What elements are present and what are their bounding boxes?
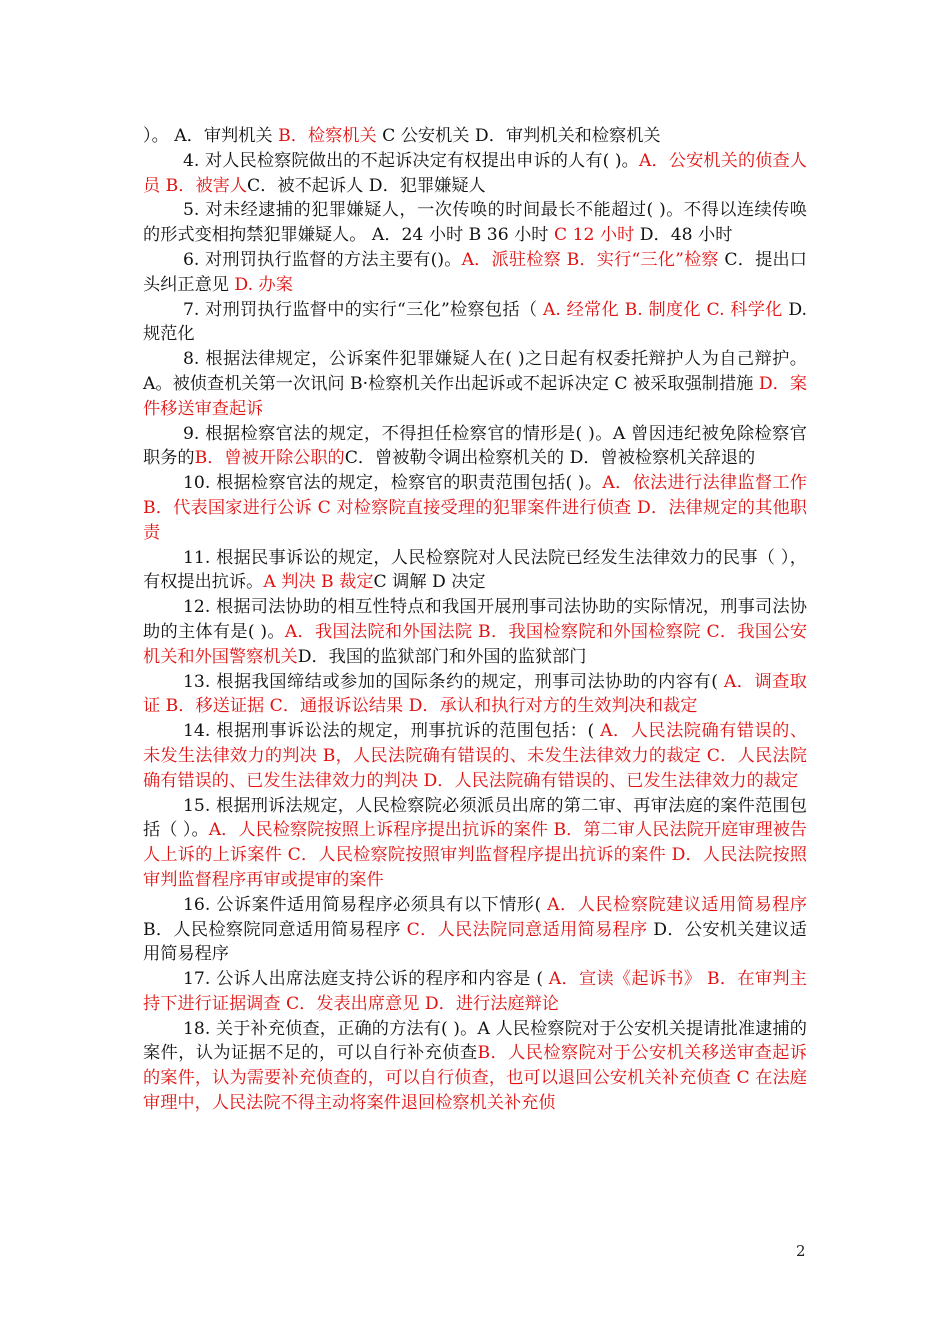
question-text: 12. 根据司法协助的相互性特点和我国开展刑事司法协助的实际情况，刑事司法协助的主体有是( )。 — [143, 597, 807, 642]
answer-text: A．派驻检察 B．实行“三化”检察 — [461, 249, 719, 270]
question-text: D. 规范化 — [143, 299, 807, 345]
question-paragraph — [143, 967, 807, 1017]
question-text: 18. 关于补充侦查，正确的方法有( )。A 人民检察院对于公安机关提请批准逮捕的案件，认为证据不足的，可以自行补充侦查 — [143, 1018, 807, 1064]
question-text: 16. 公诉案件适用简易程序必须具有以下情形( — [183, 894, 548, 915]
question-text: D．我国的监狱部门和外国的监狱部门 — [297, 646, 587, 667]
question-paragraph — [143, 670, 807, 720]
answer-text: A．宣读《起诉书》 B．在审判主持下进行证据调查 C．发表出席意见 D．进行法庭辩论 — [143, 969, 807, 1014]
answer-text: A. 经常化 B. 制度化 C. 科学化 — [543, 299, 783, 320]
question-text: 4. 对人民检察院做出的不起诉决定有权提出申诉的人有( )。 — [183, 150, 639, 171]
question-list — [143, 124, 807, 1116]
answer-text: A．公安机关的侦查人员 B．被害人 — [143, 150, 807, 196]
question-text: 11. 根据民事诉讼的规定，人民检察院对人民法院已经发生法律效力的民事（ ），有权提出抗诉。 — [143, 547, 807, 593]
question-text: 14. 根据刑事诉讼法的规定，刑事抗诉的范围包括：( — [183, 721, 601, 742]
question-paragraph — [143, 298, 807, 348]
page-number: 2 — [796, 1242, 806, 1260]
answer-text: A 判决 B 裁定 — [263, 572, 374, 593]
answer-text: B．检察机关 — [278, 126, 377, 146]
question-paragraph — [143, 595, 807, 669]
question-paragraph — [143, 719, 807, 793]
question-text: 7. 对刑罚执行监督中的实行“三化”检察包括（ — [183, 299, 543, 320]
question-paragraph — [143, 198, 807, 248]
answer-text: A．调查取证 B．移送证据 C．通报诉讼结果 D．承认和执行对方的生效判决和裁定 — [143, 671, 807, 717]
question-text: C 公安机关 D．审判机关和检察机关 — [376, 126, 661, 146]
answer-text: B．曾被开除公职的 — [194, 448, 345, 469]
question-text: C 调解 D 决定 — [373, 572, 486, 593]
question-text: D．48 小时 — [634, 225, 733, 246]
answer-text: A．人民检察院按照上诉程序提出抗诉的案件 B．第二审人民法院开庭审理被告人上诉的上诉案件 C．人民检察院按照审判监督程序提出抗诉的案件 D．人民法院按照审判监督程序再审或提审的案件 — [143, 820, 807, 890]
question-text: C．被不起诉人 D．犯罪嫌疑人 — [247, 175, 486, 196]
question-text: 9. 根据检察官法的规定，不得担任检察官的情形是( )。A 曾因违纪被免除检察官职务的 — [143, 423, 807, 469]
answer-text: A．我国法院和外国法院 B．我国检察院和外国检察院 C．我国公安机关和外国警察机关 — [143, 621, 808, 667]
question-paragraph — [143, 149, 807, 199]
question-text: 15. 根据刑诉法规定，人民检察院必须派员出席的第二审、再审法庭的案件范围包括（ ）。 — [143, 795, 807, 841]
answer-text: A．依法进行法律监督工作 B．代表国家进行公诉 C 对检察院直接受理的犯罪案件进行侦查 D．法律规定的其他职责 — [143, 473, 807, 543]
question-paragraph — [143, 794, 807, 893]
question-text: 10. 根据检察官法的规定，检察官的职责范围包括( )。 — [183, 473, 603, 494]
question-text: ）。 A．审判机关 — [143, 126, 279, 146]
question-paragraph — [143, 124, 807, 149]
question-paragraph — [143, 893, 807, 967]
question-text: C．提出口头纠正意见 — [143, 249, 807, 295]
answer-text: A．人民法院确有错误的、未发生法律效力的判决 B，人民法院确有错误的、未发生法律效力的裁定 C．人民法院确有错误的、已发生法律效力的判决 D．人民法院确有错误的、已发生法律效力的裁定 — [143, 721, 808, 791]
answer-text: D．案件移送审查起诉 — [143, 373, 808, 419]
answer-text: C 12 小时 — [553, 225, 635, 246]
question-paragraph — [143, 347, 807, 421]
question-text: C．曾被勒令调出检察机关的 D．曾被检察机关辞退的 — [344, 448, 756, 469]
question-text: B．人民检察院同意适用简易程序 — [143, 919, 401, 940]
question-paragraph — [143, 248, 807, 298]
question-paragraph — [143, 422, 807, 472]
answer-text: A．人民检察院建议适用简易程序 — [547, 894, 808, 915]
question-text: 5. 对未经逮捕的犯罪嫌疑人，一次传唤的时间最长不能超过( )。不得以连续传唤的形式变相拘禁犯罪嫌疑人。 A．24 小时 B 36 小时 — [143, 200, 807, 246]
question-paragraph — [143, 546, 807, 596]
question-text: 6. 对刑罚执行监督的方法主要有()。 — [183, 249, 462, 270]
answer-text: D. 办案 — [234, 274, 293, 295]
question-text: 8. 根据法律规定，公诉案件犯罪嫌疑人在( )之日起有权委托辩护人为自己辩护。 A。被侦查机关第一次讯问 B·检察机关作出起诉或不起诉决定 C 被采取强制措施 — [143, 349, 807, 394]
question-text: 13. 根据我国缔结或参加的国际条约的规定，刑事司法协助的内容有( — [183, 671, 718, 692]
question-text: 17. 公诉人出席法庭支持公诉的程序和内容是 ( — [183, 969, 549, 990]
question-paragraph — [143, 471, 807, 545]
answer-text: B．人民检察院对于公安机关移送审查起诉的案件，认为需要补充侦查的，可以自行侦查，也可以退回公安机关补充侦查 C 在法庭审理中，人民法院不得主动将案件退回检察机关补充侦 — [143, 1043, 807, 1114]
question-text: D．公安机关建议适用简易程序 — [143, 919, 807, 965]
answer-text: C．人民法院同意适用简易程序 — [400, 919, 648, 940]
question-paragraph — [143, 1017, 807, 1116]
